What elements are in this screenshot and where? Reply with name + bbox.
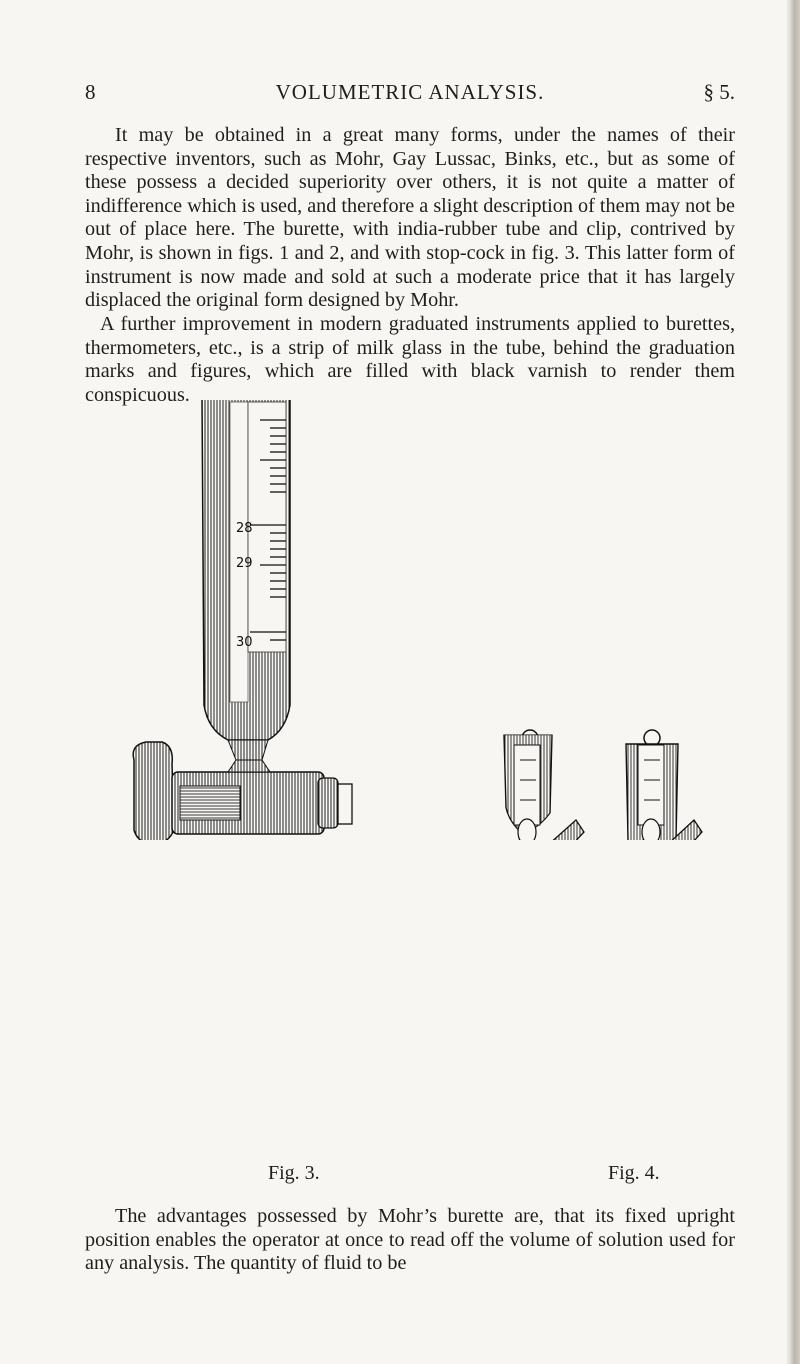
graduation-label: 30 — [236, 635, 253, 650]
figure-3-caption: Fig. 3. — [268, 1162, 320, 1184]
paragraph-milk-glass: A further improvement in modern graduated instruments applied to burettes, thermometers, etc., is a strip of milk glass in the tube, behind the graduation marks and figures, which are filled with black varnish to render them conspicuous. — [85, 313, 735, 406]
paragraph-mohr-advantages: The advantages possessed by Mohr’s burette are, that its fixed upright position enables the operator at once to read off the volume of solution used for any analysis. The quantity of fluid to be — [85, 1205, 735, 1275]
graduation-label: 28 — [236, 521, 253, 536]
page-edge-shadow — [786, 0, 800, 1364]
section-number: § 5. — [703, 80, 735, 104]
figure-4-caption: Fig. 4. — [608, 1162, 660, 1184]
figure-4-clip-burettes — [480, 400, 715, 840]
running-title: VOLUMETRIC ANALYSIS. — [275, 80, 545, 104]
graduation-label: 29 — [236, 556, 253, 571]
burette-right — [626, 730, 702, 840]
burette-left — [502, 730, 584, 840]
figure-3-stopcock-burette — [120, 400, 360, 840]
page-number: 8 — [85, 80, 96, 104]
paragraph-burette-forms: It may be obtained in a great many forms, under the names of their respective inventors, such as Mohr, Gay Lussac, Binks, etc., but as some of these possess a decided superiority over others, it is not quite a matter of indifference which is used, and therefore a slight description of them may not be out of place here. The burette, with india-rubber tube and clip, contrived by Mohr, is shown in figs. 1 and 2, and with stop-cock in fig. 3. This latter form of instrument is now made and sold at such a moderate price that it has largely displaced the original form designed by Mohr. — [85, 124, 735, 312]
running-header — [85, 80, 735, 108]
